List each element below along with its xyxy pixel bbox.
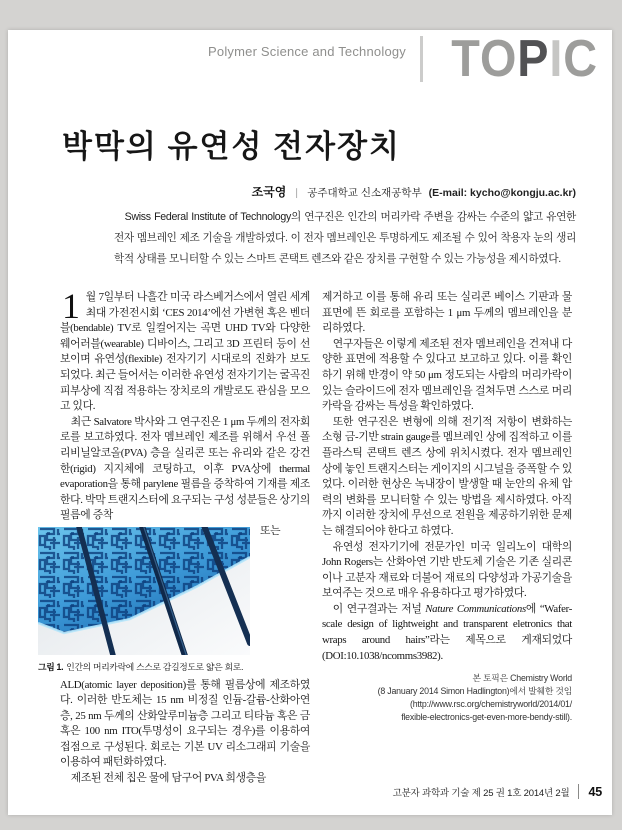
masthead bbox=[208, 30, 598, 88]
author-affiliation: 공주대학교 신소재공학부 bbox=[307, 187, 422, 199]
author-separator: ∣ bbox=[294, 188, 300, 199]
topic-letter: P bbox=[517, 30, 550, 88]
author-name: 조국영 bbox=[251, 185, 287, 199]
topic-letter: T bbox=[451, 30, 480, 88]
author-email: (E-mail: kycho@kongju.ac.kr) bbox=[428, 187, 576, 199]
topic-wordmark bbox=[451, 30, 598, 88]
paragraph-intro bbox=[60, 286, 310, 415]
paragraph-intro-text: 월 7일부터 나흘간 미국 라스베거스에서 열린 세계 최대 가전전시회 ‘CES 2014’에선 가변현 혹은 벤더블(bendable) TV로 일컬어지는 곡면 UHD TV와 다양한 웨어러블(wearable) 디바이스, 그리고 3D 프린터 등이 선보이며 유연성(flexible) 전자기기 시대로의 진화가 보도되었다. 최근 들어서는 이러한 유연성 전자기기는 굴곡진 피부상에 직접 적용하는 장치로의 개발로도 관심을 모으고 있다. bbox=[60, 291, 310, 413]
topic-letter: C bbox=[563, 30, 598, 88]
paragraph-layers: 또는 ALD(atomic layer deposition)를 통해 필름상에 제조하였다. 이러한 반도체는 15 nm 비정질 인듐-갈륨-산화아연 층, 25 nm 두께의 산화알루미늄층 그리고 티타늄 혹은 금 혹은 100 nm ITO(투명성이 요구되는 경우)를 이용하여 접점으로 구성된다. 회로는 기본 UV 리소그래피 기술을 이용하여 패턴화하였다. bbox=[60, 524, 310, 769]
figure-caption bbox=[38, 660, 250, 676]
paragraph-john-rogers: 유연성 전자기기에 전문가인 미국 일리노이 대학의 John Rogers는 산화아연 기반 반도체 기술은 기존 실리콘이나 고분자 재료와 더불어 재료의 다양성과 가공기술을 보여주는 것으로 매우 유용하다고 평가하였다. bbox=[322, 540, 572, 600]
page-number: 45 bbox=[588, 784, 602, 799]
left-column bbox=[38, 286, 310, 787]
footer-divider bbox=[578, 784, 579, 799]
magazine-page bbox=[8, 30, 612, 815]
credit-block bbox=[322, 672, 572, 724]
footer-journal-info: 고분자 과학과 기술 제 25 권 1호 2014년 2월 bbox=[392, 787, 570, 799]
publication-prefix: 이 연구결과는 저널 bbox=[332, 602, 426, 615]
paragraph-strain-gauge: 또한 연구진은 변형에 의해 전기적 저항이 변화하는 소형 금-기반 strain gauge를 멤브레인 상에 집적하고 이를 플라스틱 콘택트 렌즈 상에 위치시켰다. 전자 멤브레인 상에 놓인 트랜지스터는 게이지의 시그널을 증폭할 수 있었다. 이러한 현상은 녹내장이 발생할 때 눈안의 유체 압력의 변화를 모니터할 수 있는 방법을 제시하였다. 아직까지 이러한 장치에 무선으로 전원을 제공하기위한 문제는 해결되어야 한다고 하였다. bbox=[322, 415, 572, 537]
figure-1 bbox=[38, 527, 250, 676]
paragraph-separation: 제거하고 이를 통해 유리 또는 실리콘 베이스 기판과 물 표면에 뜬 회로를 포함하는 1 μm 두께의 멤브레인을 분리하였다. bbox=[322, 291, 572, 335]
credit-line: flexible-electronics-get-even-more-bendy-still). bbox=[401, 712, 572, 723]
right-column bbox=[322, 290, 572, 787]
article-body bbox=[38, 286, 572, 787]
journal-title-italic: Nature Communications bbox=[425, 602, 526, 615]
paragraph-fabrication: 최근 Salvatore 박사와 그 연구진은 1 μm 두께의 전자회로를 보고하였다. 전자 멤브레인 제조를 위해서 우선 폴리비닐알코올(PVA) 층을 실리콘 또는 유리와 같은 강건한(rigid) 지지체에 코팅하고, 이후 PVA상에 thermal evaporation을 통해 parylene 필름을 증착하여 기재를 제조한다. 박막 트랜지스터에 요구되는 구성 성분들은 상기의 필름에 증착 bbox=[60, 415, 310, 522]
circuit-on-hair-photo bbox=[38, 527, 250, 655]
figure-caption-text: 인간의 머리카락에 스스로 감길정도로 얇은 회로. bbox=[66, 661, 244, 672]
credit-line: (http://www.rsc.org/chemistryworld/2014/01/ bbox=[409, 699, 572, 710]
publication-suffix: 에 “Wafer-scale design of lightweight and transparent eletronics that wraps around hairs”라는 제목으로 게재되었다(DOI:10.1038/ncomms3982). bbox=[322, 602, 572, 662]
article-title: 박막의 유연성 전자장치 bbox=[62, 128, 401, 164]
masthead-divider bbox=[420, 36, 423, 82]
credit-line: 본 토픽은 Chemistry World bbox=[472, 673, 572, 684]
figure-label: 그림 1. bbox=[38, 661, 64, 672]
paragraph-publication bbox=[322, 602, 572, 664]
author-line bbox=[252, 183, 576, 200]
topic-letter: O bbox=[479, 30, 518, 88]
drop-cap: 1 bbox=[62, 286, 80, 326]
page-footer bbox=[393, 784, 602, 799]
credit-line: (8 January 2014 Simon Hadlington)에서 발췌한 것임 bbox=[377, 686, 572, 697]
paragraph-application: 연구자들은 이렇게 제조된 전자 멤브레인을 건져내 다양한 표면에 적용할 수 있다고 보고하고 있다. 이를 확인하기 위해 반경이 약 50 μm 정도되는 사람의 머리카락이 있는 슬라이드에 전자 멤브레인을 걸쳐두면 스스로 머리카락을 감싸는 특성을 확인하였다. bbox=[322, 337, 572, 413]
topic-letter: I bbox=[549, 30, 564, 88]
paragraph-chip-start: 제조된 전체 칩은 물에 담구어 PVA 희생층을 bbox=[70, 772, 266, 785]
journal-name: Polymer Science and Technology bbox=[208, 44, 407, 59]
abstract: Swiss Federal Institute of Technology의 연구진은 인간의 머리카락 주변을 감싸는 수준의 얇고 유연한 전자 멤브레인 제조 기술을 개발하였다. 이 전자 멤브레인은 투명하게도 제조될 수 있어 착용자 눈의 생리학적 상태를 모니터할 수 있는 스마트 콘택트 렌즈와 같은 장치를 구현할 수 있는 가능성을 제시하였다. bbox=[114, 211, 576, 265]
